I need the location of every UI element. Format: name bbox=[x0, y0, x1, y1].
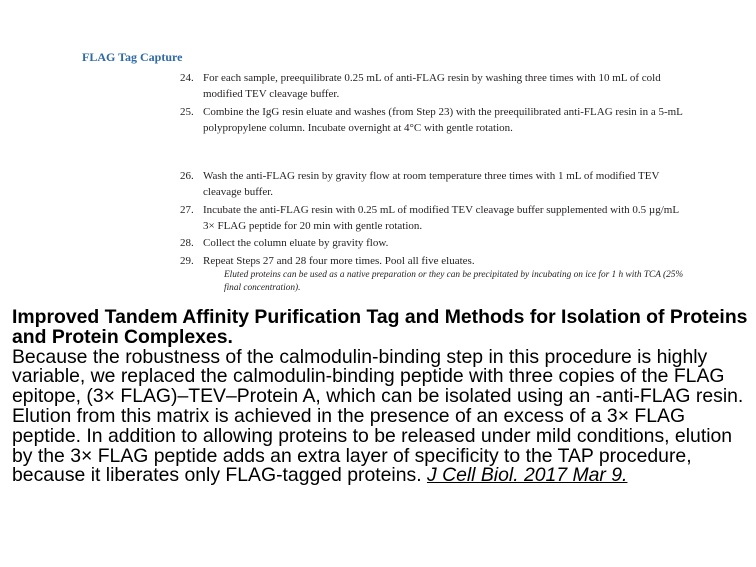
step-number: 26. bbox=[180, 170, 194, 182]
step-text: Collect the column eluate by gravity flow. bbox=[203, 237, 389, 249]
caption-block bbox=[12, 308, 754, 486]
step-text: Wash the anti-FLAG resin by gravity flow at room temperature three times with 1 mL of modified TEV cleavage buffer. bbox=[203, 170, 660, 198]
protocol-note: Eluted proteins can be used as a native preparation or they can be precipitated by incubating on ice for 1 h with TCA (25% final concentration). bbox=[224, 270, 684, 293]
step-number: 25. bbox=[180, 106, 194, 118]
citation-link[interactable]: J Cell Biol. 2017 Mar 9. bbox=[426, 464, 628, 487]
step-text: Repeat Steps 27 and 28 four more times. Pool all five eluates. bbox=[203, 255, 475, 267]
caption-title: Improved Tandem Affinity Purification Tag and Methods for Isolation of Proteins and Protein Complexes. bbox=[12, 306, 748, 348]
step-text: Combine the IgG resin eluate and washes (from Step 23) with the preequilibrated anti-FLAG resin in a 5-mL polypropylene column. Incubate overnight at 4°C with gentle rotation. bbox=[203, 106, 683, 134]
section-title: FLAG Tag Capture bbox=[82, 50, 183, 64]
step-number: 29. bbox=[180, 255, 194, 267]
caption-body bbox=[12, 345, 754, 487]
step-number: 27. bbox=[180, 204, 194, 216]
step-text: For each sample, preequilibrate 0.25 mL of anti-FLAG resin by washing three times with 10 mL of cold modified TEV cleavage buffer. bbox=[203, 72, 661, 100]
step-number: 28. bbox=[180, 237, 194, 249]
step-text: Incubate the anti-FLAG resin with 0.25 mL of modified TEV cleavage buffer supplemented with 0.5 µg/mL 3× FLAG peptide for 20 min with gentle rotation. bbox=[203, 204, 679, 232]
step-number: 24. bbox=[180, 72, 194, 84]
caption-body-text: Because the robustness of the calmodulin-binding step in this procedure is highly variable, we replaced the calmodulin-binding peptide with three copies of the FLAG epitope, (3× FLAG)–TEV–Protein A, which can be isolated using an -anti-FLAG resin. Elution from this matrix is achieved in the presence of an excess of a 3× FLAG peptide. In addition to allowing proteins to be released under mild conditions, elution by the 3× FLAG peptide adds an extra layer of specificity to the TAP procedure, because it liberates only FLAG-tagged proteins. bbox=[12, 345, 744, 487]
